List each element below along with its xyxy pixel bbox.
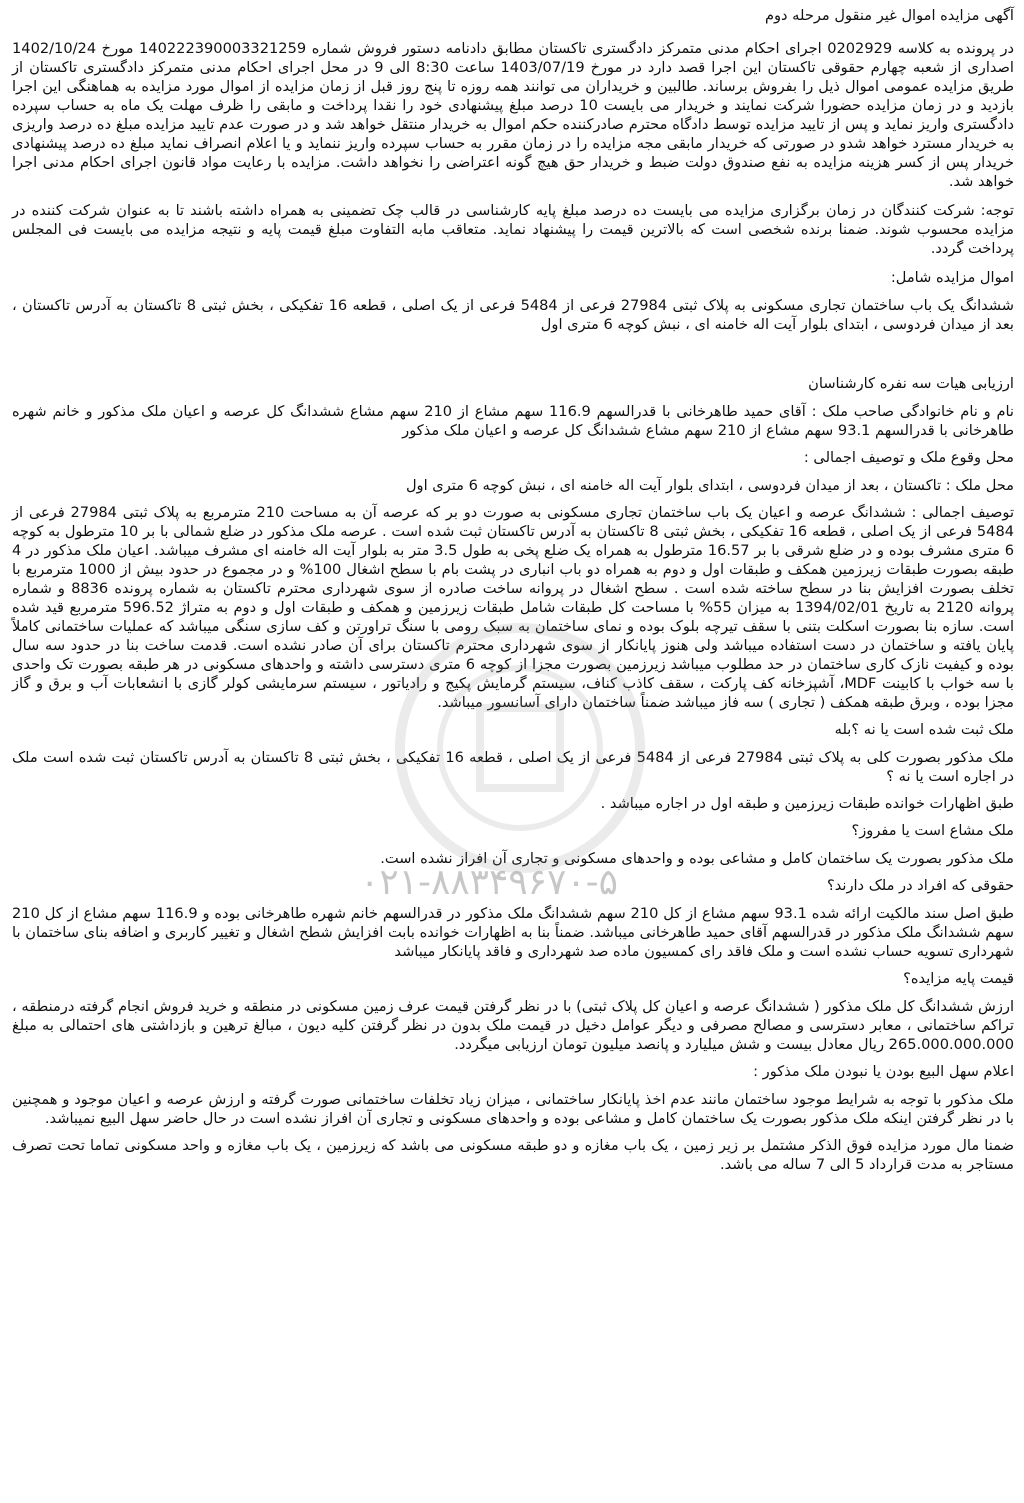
notice-title: آگهی مزایده اموال غیر منقول مرحله دوم — [764, 7, 1014, 24]
shared-answer: ملک مذکور بصورت یک ساختمان کامل و مشاعی بوده و واحدهای مسکونی و تجاری آن افراز نشده است. — [380, 850, 1014, 867]
sahl-question: اعلام سهل البیع بودن یا نبودن ملک مذکور : — [753, 1063, 1014, 1080]
sahl-answer: ملک مذکور با توجه به شرایط موجود ساختمان مانند عدم اخذ پایانکار ساختمانی ، میزان زیاد تخلفات ساختمانی صورت گرفته و ارزش عرصه و اعیان موجود و همچنین با در نظر گرفتن اینکه ملک مذکور بصورت یک ساختمان کامل و مشاعی بوده و واحدهای مسکونی و تجاری آن افراز نشده است در حال حاضر سهل البیع نمیباشد. — [12, 1091, 1014, 1127]
price-answer: ارزش ششدانگ کل ملک مذکور ( ششدانگ عرصه و اعیان کل پلاک ثبتی) با در نظر گرفتن قیمت عرف زمین مسکونی در منطقه و خرید فروش انجام گرفته درمنطقه ، تراکم ساختمانی ، معابر دسترسی و مصالح مصرفی و دیگر عوامل دخیل در قیمت ملک بدون در نظر گرفتن کلیه دیون ، مبالغ ترهین و بازداشتی های احتمالی به مبلغ 265.000.000.000 ریال معادل بیست و شش میلیارد و پانصد میلیون تومان ارزیابی میگردد. — [12, 998, 1014, 1053]
note-paragraph: توجه: شرکت کنندگان در زمان برگزاری مزایده می بایست ده درصد مبلغ پایه کارشناسی در قالب چک تضمینی به همراه داشته باشند تا به عنوان شرکت کننده در مزایده محسوب شوند. ضمنا برنده شخصی است که بالاترین قیمت را پیشنهاد نماید. متعاقب مابه التفاوت مبلغ قیمت پایه و نتیجه مزایده می بایست فی المجلس پرداخت گردد. — [12, 202, 1014, 257]
owners-paragraph: نام و نام خانوادگی صاحب ملک : آقای حمید طاهرخانی با قدرالسهم 116.9 سهم مشاع از 210 سهم مشاع ششدانگ کل عرصه و اعیان ملک مذکور و خانم شهره طاهرخانی با قدرالسهم 93.1 سهم مشاع از 210 سهم مشاع ششدانگ کل عرصه و اعیان ملک مذکور — [12, 403, 1014, 439]
location-paragraph: محل ملک : تاکستان ، بعد از میدان فردوسی ، ابتدای بلوار آیت اله خامنه ای ، نبش کوچه 6 متری اول — [405, 477, 1014, 494]
registered-answer: ملک مذکور بصورت کلی به پلاک ثبتی 27984 فرعی از 5484 فرعی از یک اصلی ، قطعه 16 تفکیکی ، بخش ثبتی 8 تاکستان به آدرس تاکستان ثبت شده است ملک در اجاره است یا نه ؟ — [12, 749, 1014, 785]
rights-answer: طبق اصل سند مالکیت ارائه شده 93.1 سهم مشاع از کل 210 سهم ششدانگ ملک مذکور در قدرالسهم خانم شهره طاهرخانی بوده و 116.9 سهم مشاع از کل 210 سهم ششدانگ ملک مذکور در قدرالسهم آقای حمید طاهرخانی میباشد. ضمناً بنا به اظهارات خوانده بابت افزایش شطح اشغال و تغییر کاربری و اضافه بنای ساختمان با شهرداری تسویه حساب نشده است و ملک فاقد رای کمسیون ماده صد شهرداری و فاقد پایانکار میباشد — [12, 905, 1014, 960]
intro-paragraph: در پرونده به کلاسه 0202929 اجرای احکام مدنی متمرکز دادگستری تاکستان مطابق دادنامه دستور فروش شماره 140222390003321259 مورخ 1402/10/24 اصداری از شعبه چهارم حقوقی تاکستان این اجرا قصد دارد در مورخ 1403/07/19 ساعت 8:30 الی 9 در محل اجرای احکام مدنی متمرکز دادگستری تاکستان از طریق مزایده عمومی اموال ذیل را بفروش برساند. طالبین و خریداران می توانند همه روزه تا پنج روز قبل از زمان مزایده از اموال مورد مزایده به هماهنگی این اجرا بازدید و در زمان مزایده حضورا شرکت نمایند و خریدار می بایست 10 درصد مبلغ پیشنهادی خود را نقدا پرداخت و مابقی را ظرف مهلت یک ماه به حساب سپرده دادگستری واریز نماید و پس از تایید مزایده توسط دادگاه محترم صادرکننده حکم اموال به خریدار منتقل خواهد شد و در صورت عدم تایید مزایده مبلغ ده درصد واریزی به خریدار مسترد خواهد شدو در صورتی که خریدار مابقی مجه مزایده را در زمان مقرر به حساب سپرده واریز ننماید و یا اعلام انصراف نماید مبلغ ده درصد پیشنهادی خریدار پس از کسر هزینه مزایده به نفع صندوق دولت ضبط و خریدار حق هیچ گونه اعتراضی را نخواهد داشت. مزایده با رعایت مواد قانون اجرای احکام مدنی اجرا خواهد شد. — [12, 40, 1014, 190]
watermark-phone: ۰۲۱-۸۸۳۴۹۶۷۰-۵ — [360, 862, 619, 903]
items-description: ششدانگ یک باب ساختمان تجاری مسکونی به پلاک ثبتی 27984 فرعی از 5484 فرعی از یک اصلی ، قطعه 16 تفکیکی ، بخش ثبتی 8 تاکستان به آدرس تاکستان ، بعد از میدان فردوسی ، ابتدای بلوار آیت اله خامنه ای ، نبش کوچه 6 متری اول — [12, 297, 1015, 333]
rights-question: حقوقی که افراد در ملک دارند؟ — [826, 877, 1014, 894]
spacer — [12, 344, 1014, 374]
items-heading: اموال مزایده شامل: — [890, 269, 1014, 286]
lease-answer: طبق اظهارات خوانده طبقات زیرزمین و طبقه اول در اجاره میباشد . — [600, 795, 1014, 812]
shared-question: ملک مشاع است یا مفروز؟ — [851, 822, 1014, 839]
description-paragraph: توصیف اجمالی : ششدانگ عرصه و اعیان یک باب ساختمان تجاری مسکونی به صورت دو بر که عرصه آن به مساحت 210 مترمربع به پلاک ثبتی 27984 فرعی از 5484 فرعی از یک اصلی ، قطعه 16 تفکیکی ، بخش ثبتی 8 تاکستان به آدرس تاکستان ثبت شده است . عرصه ملک مذکور در ضلع شمالی با بر 10 مترطول به کوچه 6 متری مشرف بوده و در ضلع شرقی با بر 16.57 مترطول به همراه یک ضلع پخی به طول 3.5 متر به بلوار آیت اله خامنه ای مشرف میباشد. اعیان ملک مذکور در 4 طبقه بصورت طبقات زیرزمین همکف و طبقات اول و دوم به همراه دو باب انباری در پشت بام با سطح اشغال 100% و در مجموع در حدود بیش از 1000 مترمربع با تخلف بصورت افزایش بنا در سطح ساخته شده است . سطح اشغال در پروانه ساخت صادره از سوی شهرداری محترم تاکستان به شماره پرونده 8836 و شماره پروانه 2120 به تاریخ 1394/02/01 به میزان 55% با مساحت کل طبقات شامل طبقات زیرزمین و همکف و طبقات اول و دوم به متراژ 596.52 مترمربع قید شده است. سازه بنا بصورت اسکلت بتنی با سقف تیرچه بلوک بوده و نمای ساختمان به سبک رومی با سنگ تراورتن و کف سازی سنگی میباشد که عملیات ساختمانی کاملاً پایان یافته و ساختمان در دست استفاده میباشد ولی هنوز پایانکار از سوی شهرداری محترم تاکستان برای آن صادر نشده است. قدمت ساخت بنا در حدود سه سال بوده و کیفیت نازک کاری ساختمان در حد مطلوب میباشد زیرزمین بصورت مجزا از کوچه 6 متری دسترسی داشته و واحدهای مسکونی در هر طبقه بصورت تک واحدی با سه خواب با کابینت MDF، آشپزخانه کف پارکت ، سقف کاذب کناف، سیستم گرمایش پکیج و رادیاتور ، سیستم سرمایشی کولر گازی با انشعابات آب و برق و گاز مجزا بوده ، وبرق طبقه همکف ( تجاری ) سه فاز میباشد ضمناً ساختمان دارای آسانسور میباشد. — [12, 504, 1015, 711]
registered-question: ملک ثبت شده است یا نه ؟بله — [834, 721, 1014, 738]
final-note: ضمنا مال مورد مزایده فوق الذکر مشتمل بر زیر زمین ، یک باب مغازه و دو طبقه مسکونی می باشد که زیرزمین ، یک باب مغازه و واحد مسکونی تماما تحت تصرف مستاجر به مدت قرارداد 5 الی 7 ساله می باشد. — [12, 1137, 1014, 1173]
price-question: قیمت پایه مزایده؟ — [903, 970, 1014, 987]
appraisal-heading: ارزیابی هیات سه نفره کارشناسان — [808, 375, 1014, 392]
location-heading: محل وقوع ملک و توصیف اجمالی : — [803, 449, 1014, 466]
